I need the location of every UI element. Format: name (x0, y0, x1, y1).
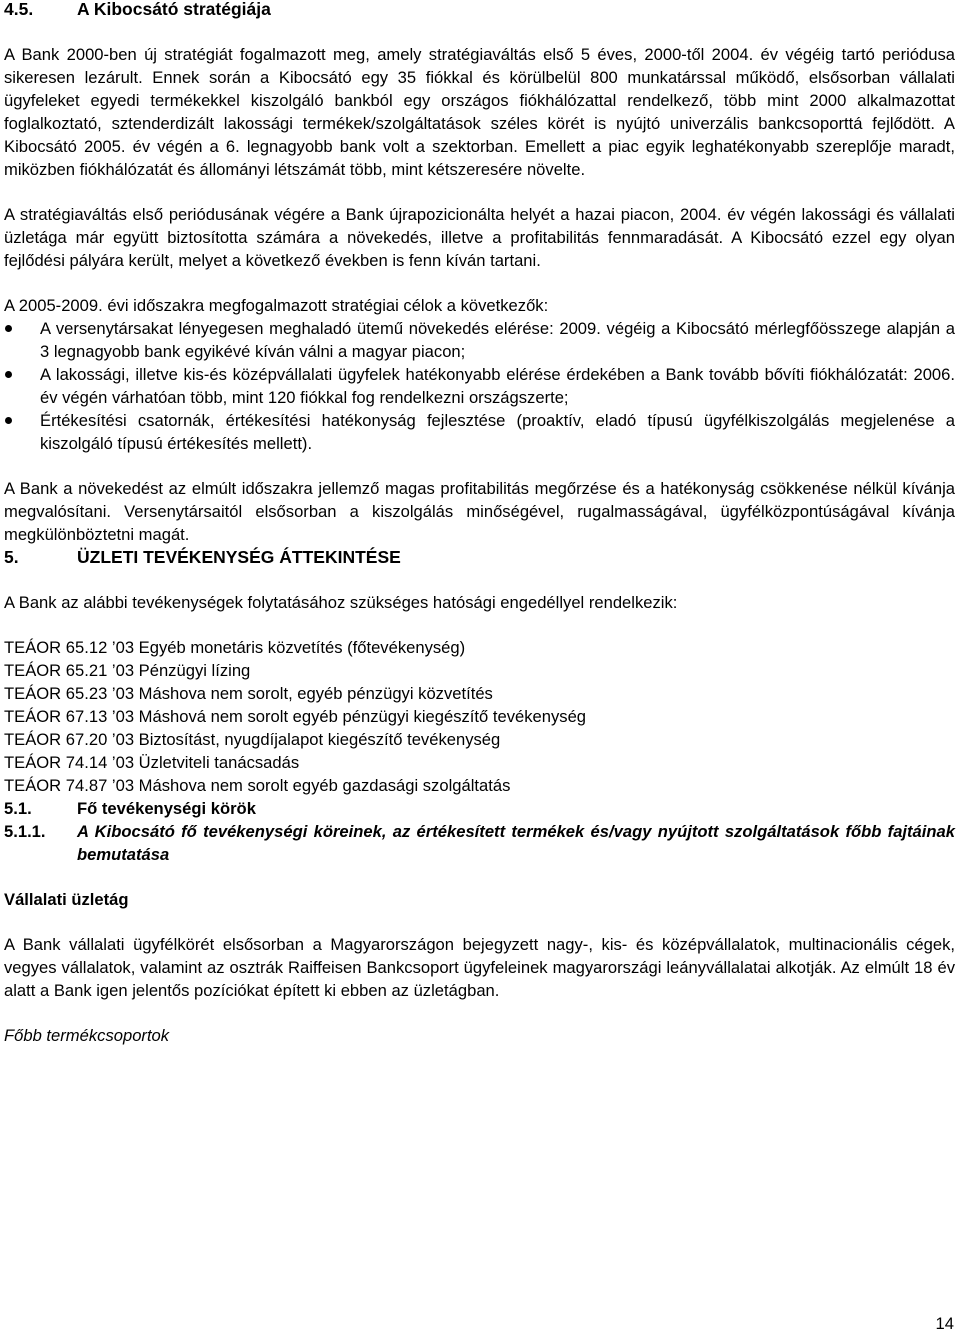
section-heading-5-1-1 (4, 820, 955, 866)
list-item (4, 363, 955, 409)
section-title: A Kibocsátó stratégiája (77, 0, 271, 19)
subheading-vallalati: Vállalati üzletág (4, 890, 129, 909)
section-heading-5 (4, 546, 955, 569)
list-item (4, 317, 955, 363)
paragraph-strategy-goals-intro: A 2005-2009. évi időszakra megfogalmazott stratégiai célok a következők: (4, 296, 549, 315)
section-number: 5.1. (4, 799, 32, 818)
list-item-text: Értékesítési csatornák, értékesítési hatékonyság fejlesztése (proaktív, eladó típusú ügyfélkiszolgálás megjelenése a kiszolgáló típusú értékesítés mellett). (40, 411, 955, 453)
page-number: 14 (935, 1314, 954, 1333)
teaor-item: TEÁOR 74.87 ’03 Máshova nem sorolt egyéb gazdasági szolgáltatás (4, 776, 511, 795)
bullet-icon (4, 363, 40, 409)
paragraph-strategy-1: A Bank 2000-ben új stratégiát fogalmazott meg, amely stratégiaváltás első 5 éves, 2000-től 2004. év végéig tartó periódusa sikeresen lezárult. Ennek során a Kibocsátó egy 35 fiókkal és körülbelül 800 munkatárssal működő, elsősorban vállalati ügyfeleket egyedi termékekkel kiszolgáló bankból egy országos fiókhálózattal rendelkező, több mint 2000 alkalmazottat foglalkoztató, sztenderdizált lakossági termékek/szolgáltatások széles körét is nyújtó univerzális bankcsoporttá fejlődött. A Kibocsátó 2005. év végén a 6. legnagyobb bank volt a szektorban. Emellett a piac egyik leghatékonyabb szereplője maradt, miközben fiókhálózatát és állományi létszámát több, mint kétszeresére növelte. (4, 45, 955, 179)
section-title: ÜZLETI TEVÉKENYSÉG ÁTTEKINTÉSE (77, 547, 401, 567)
bullet-icon (4, 409, 40, 455)
strategy-goals-list (4, 317, 955, 455)
teaor-item: TEÁOR 67.13 ’03 Máshová nem sorolt egyéb pénzügyi kiegészítő tevékenység (4, 707, 587, 726)
subheading-product-groups: Főbb termékcsoportok (4, 1026, 170, 1045)
teaor-list (4, 636, 955, 797)
list-item-text: A lakossági, illetve kis-és középvállalati ügyfelek hatékonyabb elérése érdekében a Bank tovább bővíti fiókhálózatát: 2006. év végén várhatóan több, mint 120 fiókkal fog rendelkezni országszerte; (40, 365, 955, 407)
section-number: 5. (4, 547, 19, 567)
list-item-text: A versenytársakat lényegesen meghaladó ütemű növekedés elérése: 2009. végéig a Kibocsátó mérlegfőösszege alapján a 3 legnagyobb bank egyikévé kíván válni a magyar piacon; (40, 319, 955, 361)
teaor-item: TEÁOR 67.20 ’03 Biztosítást, nyugdíjalapot kiegészítő tevékenység (4, 730, 501, 749)
teaor-item: TEÁOR 65.23 ’03 Máshova nem sorolt, egyéb pénzügyi közvetítés (4, 684, 493, 703)
section-heading-4-5 (4, 0, 955, 21)
section-heading-5-1 (4, 797, 955, 820)
section-number: 4.5. (4, 0, 34, 19)
section-title: Fő tevékenységi körök (77, 799, 256, 818)
paragraph-strategy-2: A stratégiaváltás első periódusának végére a Bank újrapozicionálta helyét a hazai piacon, 2004. év végén lakossági és vállalati üzletága már együtt biztosította számára a növekedés, illetve a profitabilitás fennmaradását. A Kibocsátó ezzel egy olyan fejlődési pályára került, melyet a következő években is fenn kíván tartani. (4, 205, 955, 270)
list-item (4, 409, 955, 455)
paragraph-licenses-intro: A Bank az alábbi tevékenységek folytatásához szükséges hatósági engedéllyel rendelkezik: (4, 593, 678, 612)
document-page (4, 0, 955, 1047)
teaor-item: TEÁOR 65.21 ’03 Pénzügyi lízing (4, 661, 251, 680)
section-title: A Kibocsátó fő tevékenységi köreinek, az értékesített termékek és/vagy nyújtott szolgáltatások főbb fajtáinak bemutatása (77, 822, 955, 864)
teaor-item: TEÁOR 65.12 ’03 Egyéb monetáris közvetítés (főtevékenység) (4, 638, 466, 657)
teaor-item: TEÁOR 74.14 ’03 Üzletviteli tanácsadás (4, 753, 300, 772)
bullet-icon (4, 317, 40, 363)
paragraph-vallalati: A Bank vállalati ügyfélkörét elsősorban a Magyarországon bejegyzett nagy-, kis- és középvállalatok, multinacionális cégek, vegyes vállalatok, valamint az osztrák Raiffeisen Bankcsoport ügyfeleinek magyarországi leányvállalatai alkotják. Az elmúlt 18 év alatt a Bank igen jelentős pozíciókat épített ki ebben az üzletágban. (4, 935, 955, 1000)
paragraph-strategy-closing: A Bank a növekedést az elmúlt időszakra jellemző magas profitabilitás megőrzése és a hatékonyság csökkenése nélkül kívánja megvalósítani. Versenytársaitól elsősorban a kiszolgálás minőségével, rugalmasságával, ügyfélközpontúságával kívánja megkülönböztetni magát. (4, 479, 955, 544)
section-number: 5.1.1. (4, 822, 46, 841)
